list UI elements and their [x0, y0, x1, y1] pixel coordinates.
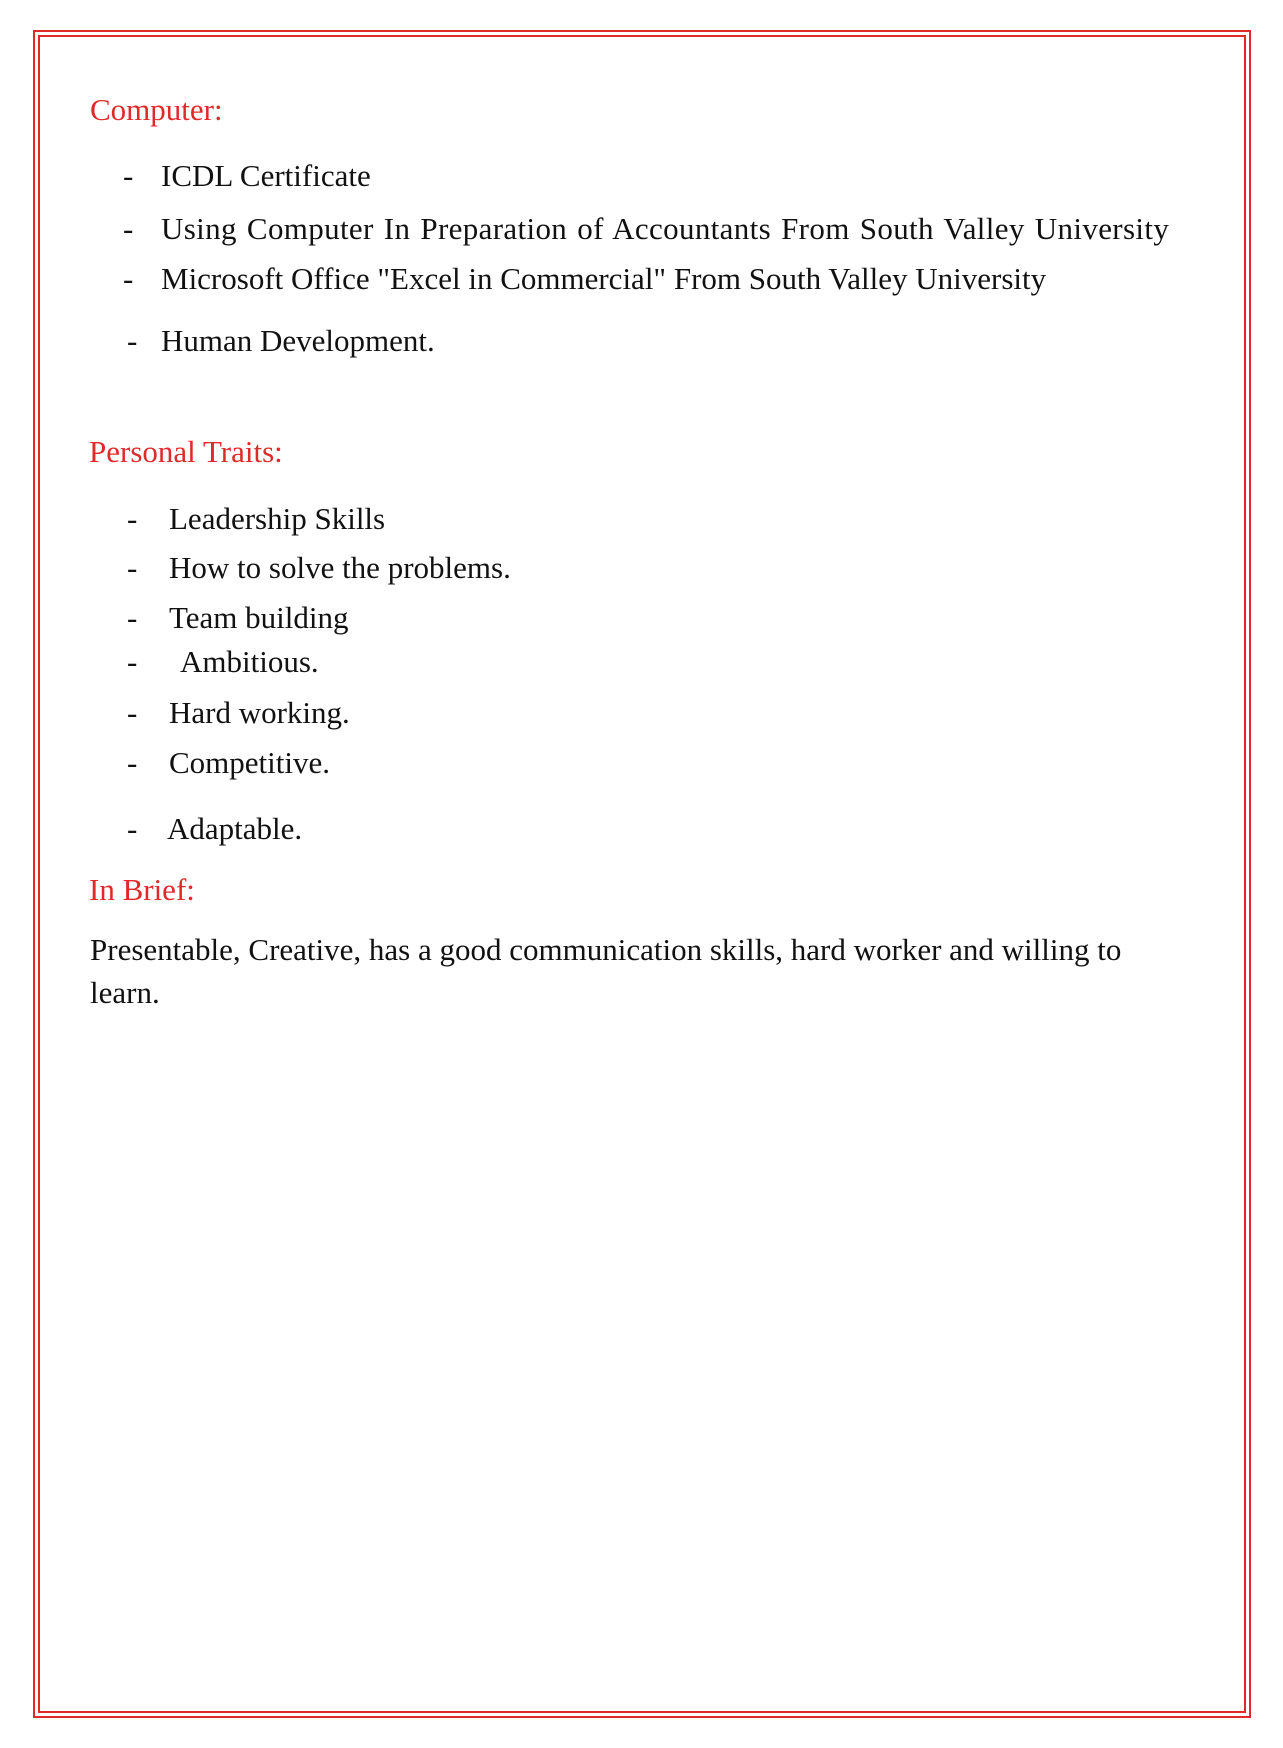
computer-dash-2: - [123, 261, 134, 296]
traits-dash-2: - [127, 600, 138, 635]
computer-heading: Computer: [90, 92, 223, 127]
computer-item-3: Human Development. [161, 323, 435, 358]
computer-item-1: Using Computer In Preparation of Accountants From South Valley University [161, 211, 1170, 246]
traits-dash-3: - [127, 644, 138, 679]
traits-dash-1: - [127, 550, 138, 585]
traits-item-5: Competitive. [169, 745, 331, 780]
traits-heading: Personal Traits: [89, 434, 283, 469]
traits-dash-6: - [127, 811, 138, 846]
traits-item-0: Leadership Skills [169, 501, 386, 536]
traits-item-1: How to solve the problems. [169, 550, 511, 585]
computer-item-0: ICDL Certificate [161, 158, 371, 193]
brief-heading: In Brief: [89, 872, 195, 907]
traits-dash-5: - [127, 745, 138, 780]
traits-item-2: Team building [169, 600, 349, 635]
computer-dash-3: - [127, 323, 138, 358]
computer-dash-1: - [123, 211, 134, 246]
brief-paragraph: Presentable, Creative, has a good communication skills, hard worker and willing to learn. [90, 932, 1122, 1010]
computer-dash-0: - [123, 158, 134, 193]
traits-item-3: Ambitious. [180, 644, 319, 679]
traits-dash-0: - [127, 501, 138, 536]
computer-item-2: Microsoft Office "Excel in Commercial" From South Valley University [161, 261, 1047, 296]
traits-item-6: Adaptable. [167, 811, 303, 846]
traits-item-4: Hard working. [169, 695, 350, 730]
traits-dash-4: - [127, 695, 138, 730]
